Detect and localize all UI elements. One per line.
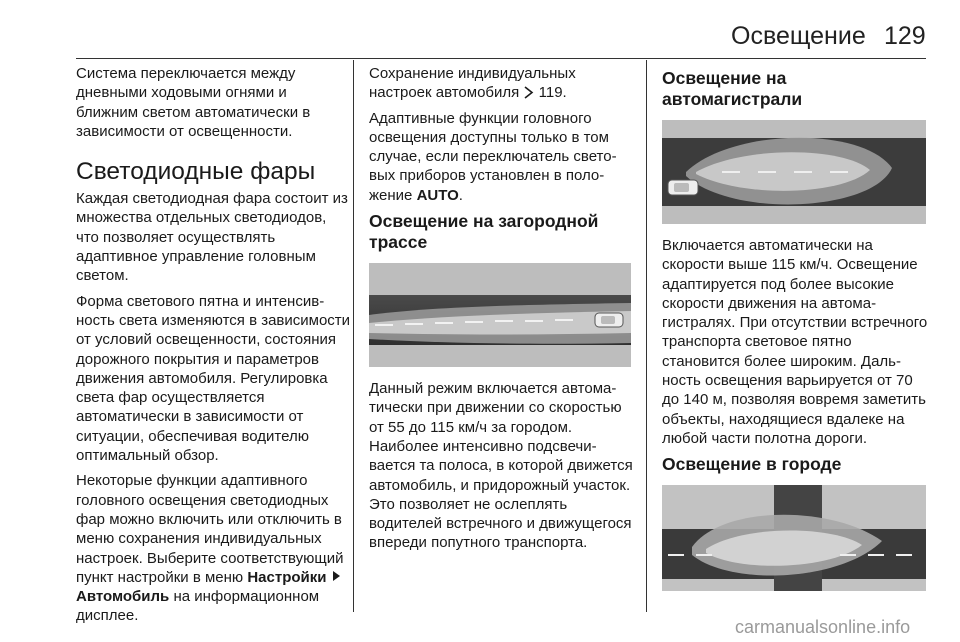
country-road-paragraph: Данный режим включается автоматически при движении со скоростью от 55 до 115 км/ч за городом. Наиболее интенсивно подсвечивается та полоса, в которой движется автомобиль, и придорожный участок. Это позволяет не ослеплять водителей встречного и движущегося впереди попутного транспорта. [369,380,633,552]
auto-label: AUTO [416,186,459,204]
intro-paragraph: Система переключается между дневными ходовыми огнями и ближним светом автоматически в зависимости от освещенности. [76,65,311,140]
menu-settings-label: Настройки [247,568,327,586]
settings-reference-text: Сохранение индивидуальных настроек автомобиля [369,65,576,102]
motorway-heading: Освещение на автомагистрали [662,68,803,109]
auto-paragraph [369,109,637,205]
section-title: Освещение [731,22,866,50]
country-road-illustration [369,263,631,367]
settings-reference-page: 119. [538,84,567,102]
led-paragraph-3-text: Некоторые функции адаптивного головного освещения светодиодных фар можно включить или отключить в меню сохранения индивидуальных настроек. Выберите соответствующий пункт настройки в меню [76,472,344,586]
auto-paragraph-end: . [458,186,463,204]
column-2 [369,64,637,559]
header-rule [76,58,926,59]
menu-vehicle-label: Автомобиль [76,588,170,606]
page-header [0,0,960,60]
led-paragraph-3 [76,471,352,625]
auto-paragraph-text: Адаптивные функции головного освещения доступны только в том случае, если переключатель световых приборов установлен в положение [369,109,617,204]
page-number: 129 [884,22,926,50]
menu-arrow-icon [333,571,340,581]
column-3 [662,64,928,603]
led-paragraph-1: Каждая светодиодная фара состоит из множества отдельных светодиодов, что позволяет осуществлять адаптивное управление головным светом. [76,190,348,285]
led-headlights-heading: Светодиодные фары [76,158,316,186]
city-lighting-heading: Освещение в городе [662,454,842,475]
led-paragraph-3-end: на информационном дисплее. [76,588,320,625]
column-divider-2 [646,60,647,612]
country-road-heading: Освещение на загородной трассе [369,211,599,253]
column-divider-1 [353,60,354,612]
settings-reference-paragraph [369,64,637,103]
page-reference-icon [523,86,534,99]
column-1 [76,64,352,632]
city-lighting-illustration [662,485,926,591]
watermark: carmanualsonline.info [735,617,911,637]
led-paragraph-2: Форма светового пятна и интенсивность света изменяются в зависимости от условий освещенности, состояния дорожного покрытия и параметров движения автомобиля. Регулировка света фар осуществляется автоматически в зависимости от ситуации, обеспечивая водителю оптимальный обзор. [76,292,351,465]
motorway-illustration [662,120,926,224]
motorway-paragraph: Включается автоматически на скорости выше 115 км/ч. Освещение адаптируется под более высокие скорости движения на автомагистралях. При отсутствии встречного транспорта световое пятно становится более широким. Дальность освещения варьируется от 70 до 140 м, позволяя вовремя заметить объекты, находящиеся вдалеке на любой части полотна дороги. [662,237,928,447]
